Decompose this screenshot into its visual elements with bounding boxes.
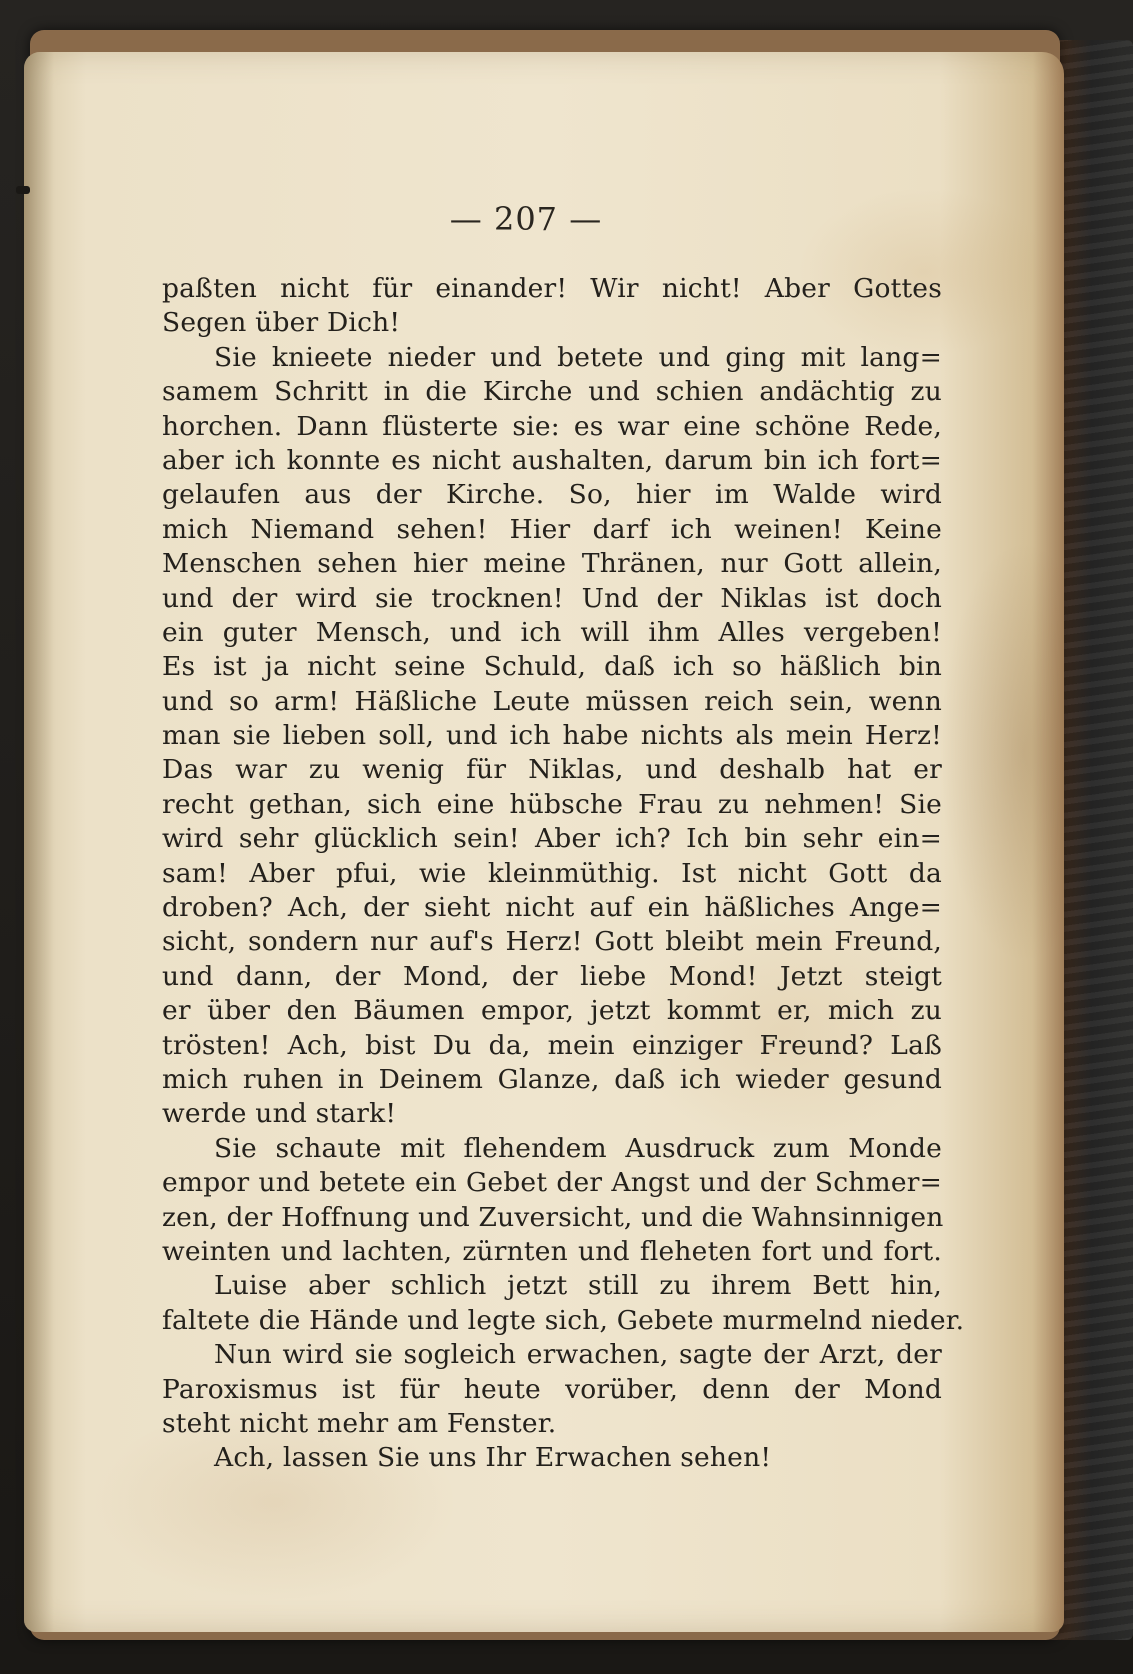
text-line: paßten nicht für einander! Wir nicht! Aber Gottes: [162, 273, 942, 304]
text-line: man sie lieben soll, und ich habe nichts als mein Herz!: [162, 720, 942, 752]
text-line: recht gethan, sich eine hübsche Frau zu nehmen! Sie: [162, 788, 942, 820]
text-line: zen, der Hoffnung und Zuversicht, und die Wahnsinnigen: [162, 1201, 944, 1233]
margin-mark: [16, 186, 30, 194]
text-line: er über den Bäumen empor, jetzt kommt er, mich zu: [162, 995, 942, 1027]
text-line: Sie knieete nieder und betete und ging mit lang=: [214, 341, 942, 373]
text-line: Segen über Dich!: [162, 307, 401, 339]
text-line: droben? Ach, der sieht nicht auf ein häßliches Ange=: [162, 892, 942, 924]
text-line: Ach, lassen Sie uns Ihr Erwachen sehen!: [214, 1442, 772, 1474]
text-line: ein guter Mensch, und ich will ihm Alles vergeben!: [162, 616, 942, 648]
text-line: steht nicht mehr am Fenster.: [162, 1407, 557, 1439]
text-line: und so arm! Häßliche Leute müssen reich sein, wenn: [162, 685, 942, 717]
text-line: sam! Aber pfui, wie kleinmüthig. Ist nicht Gott da: [162, 857, 942, 889]
text-line: wird sehr glücklich sein! Aber ich? Ich bin sehr ein=: [162, 823, 942, 855]
book-page: [24, 52, 1064, 1632]
text-line: mich Niemand sehen! Hier darf ich weinen! Keine: [162, 513, 942, 545]
page-number: — 207 —: [449, 200, 603, 238]
text-line: mich ruhen in Deinem Glanze, daß ich wieder gesund: [162, 1063, 942, 1095]
text-line: samem Schritt in die Kirche und schien andächtig zu: [162, 376, 942, 408]
binding-shadow: [24, 52, 54, 1632]
text-line: Das war zu wenig für Niklas, und deshalb hat er: [162, 754, 942, 786]
text-line: werde und stark!: [162, 1098, 397, 1130]
text-line: Luise aber schlich jetzt still zu ihrem Bett hin,: [214, 1270, 942, 1302]
text-line: faltete die Hände und legte sich, Gebete murmelnd nieder.: [162, 1304, 965, 1336]
text-line: Paroxismus ist für heute vorüber, denn der Mond: [162, 1373, 942, 1405]
text-line: trösten! Ach, bist Du da, mein einziger Freund? Laß: [162, 1029, 942, 1061]
text-line: Sie schaute mit flehendem Ausdruck zum Monde: [214, 1132, 942, 1164]
text-line: Es ist ja nicht seine Schuld, daß ich so häßlich bin: [162, 651, 942, 683]
body-text: [162, 272, 965, 1476]
text-line: empor und betete ein Gebet der Angst und der Schmer=: [162, 1167, 942, 1199]
text-line: aber ich konnte es nicht aushalten, darum bin ich fort=: [162, 444, 942, 476]
text-line: und dann, der Mond, der liebe Mond! Jetzt steigt: [162, 960, 942, 992]
text-line: sicht, sondern nur auf's Herz! Gott bleibt mein Freund,: [162, 926, 942, 958]
text-line: und der wird sie trocknen! Und der Niklas ist doch: [162, 582, 942, 614]
text-line: weinten und lachten, zürnten und fleheten fort und fort.: [162, 1235, 942, 1267]
text-line: Menschen sehen hier meine Thränen, nur Gott allein,: [162, 548, 942, 580]
text-line: gelaufen aus der Kirche. So, hier im Walde wird: [162, 479, 942, 511]
text-line: Nun wird sie sogleich erwachen, sagte der Arzt, der: [214, 1339, 942, 1371]
text-line: horchen. Dann flüsterte sie: es war eine schöne Rede,: [162, 410, 942, 442]
